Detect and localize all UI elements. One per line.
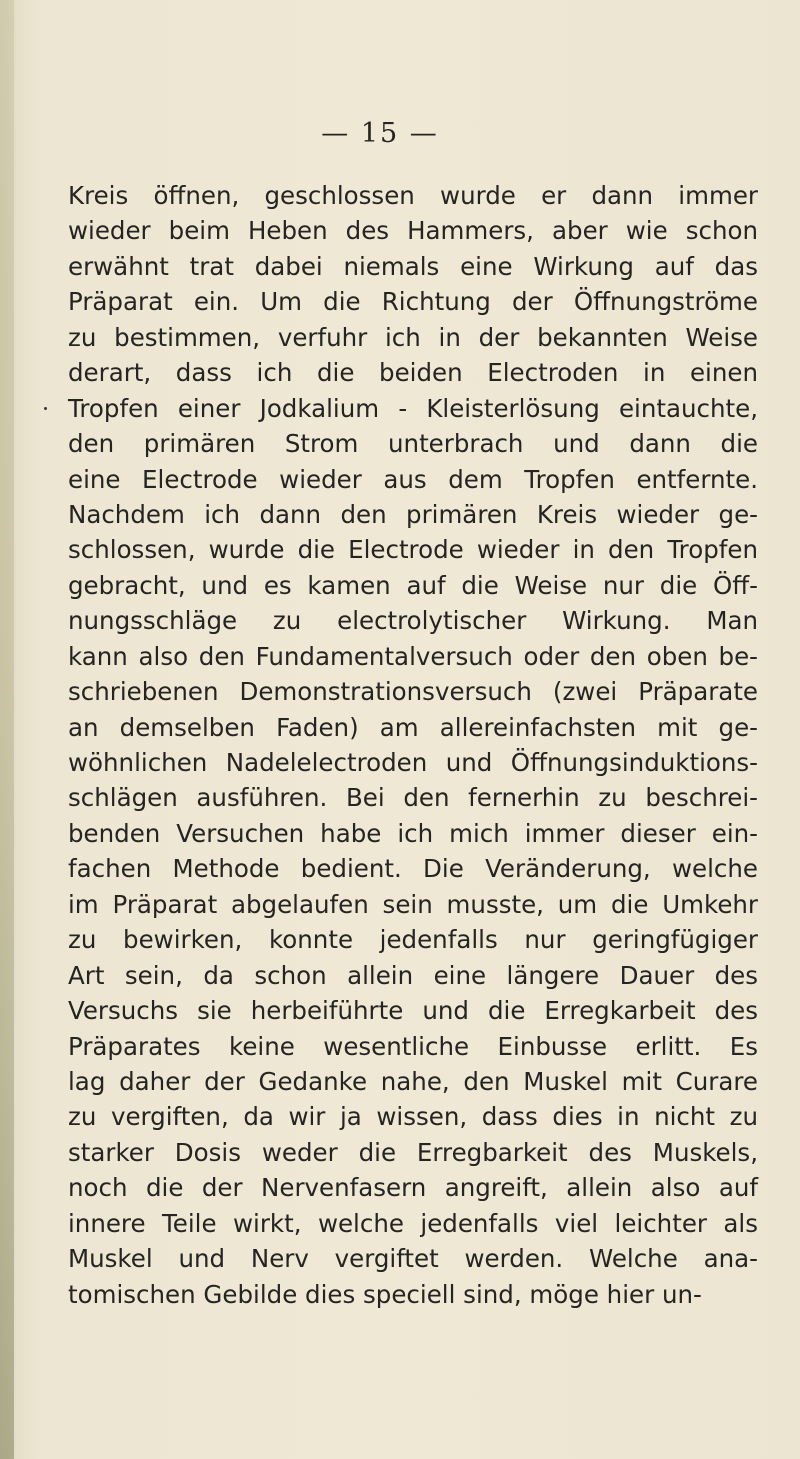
text-line: gebracht, und es kamen auf die Weise nur die Öff- [68,570,758,600]
text-line: derart, dass ich die beiden Electroden in einen [68,358,758,388]
text-line: wieder beim Heben des Hammers, aber wie schon [68,216,758,246]
text-line: im Präparat abgelaufen sein musste, um die Umkehr [68,889,758,919]
text-line: zu bewirken, konnte jedenfalls nur geringfügiger [68,925,758,955]
text-line: schriebenen Demonstrationsversuch (zwei Präparate [68,677,758,707]
text-line: zu vergiften, da wir ja wissen, dass dies in nicht zu [68,1102,758,1132]
text-line: fachen Methode bedient. Die Veränderung, welche [68,854,758,884]
text-line: tomischen Gebilde dies speciell sind, möge hier un- [68,1279,702,1309]
text-line: Präparates keine wesentliche Einbusse erlitt. Es [68,1031,758,1061]
page-gutter-shadow [0,0,14,1459]
text-line: wöhnlichen Nadelelectroden und Öffnungsinduktions- [68,748,758,777]
page-number: — 15 — [321,118,439,149]
text-line: Versuchs sie herbeiführte und die Erregkarbeit des [68,996,758,1026]
text-line: Präparat ein. Um die Richtung der Öffnungströme [68,287,758,317]
text-line: Tropfen einer Jodkalium - Kleisterlösung eintauchte, [68,393,758,423]
text-line: Art sein, da schon allein eine längere Dauer des [68,960,758,990]
text-line: Nachdem ich dann den primären Kreis wieder ge- [68,499,758,529]
text-line: Kreis öffnen, geschlossen wurde er dann immer [68,181,758,210]
text-line: noch die der Nervenfasern angreift, allein also auf [68,1173,758,1203]
text-line: benden Versuchen habe ich mich immer dieser ein- [68,818,758,848]
text-line: innere Teile wirkt, welche jedenfalls viel leichter als [68,1208,758,1238]
text-line: schlossen, wurde die Electrode wieder in den Tropfen [68,535,758,565]
ink-speck [44,407,47,410]
text-line: den primären Strom unterbrach und dann die [68,429,758,459]
text-line: schlägen ausführen. Bei den fernerhin zu beschrei- [68,783,758,813]
text-line: lag daher der Gedanke nahe, den Muskel mit Curare [68,1066,758,1096]
body-text [68,178,758,1312]
text-line: eine Electrode wieder aus dem Tropfen entfernte. [68,464,758,494]
text-line: Muskel und Nerv vergiftet werden. Welche ana- [68,1244,758,1274]
text-line: nungsschläge zu electrolytischer Wirkung. Man [68,606,758,636]
text-line: erwähnt trat dabei niemals eine Wirkung auf das [68,251,758,281]
text-line: an demselben Faden) am allereinfachsten mit ge- [68,712,758,742]
text-line: starker Dosis weder die Erregbarkeit des Muskels, [68,1137,758,1167]
text-line: kann also den Fundamentalversuch oder den oben be- [68,641,758,671]
text-line: zu bestimmen, verfuhr ich in der bekannten Weise [68,322,758,352]
